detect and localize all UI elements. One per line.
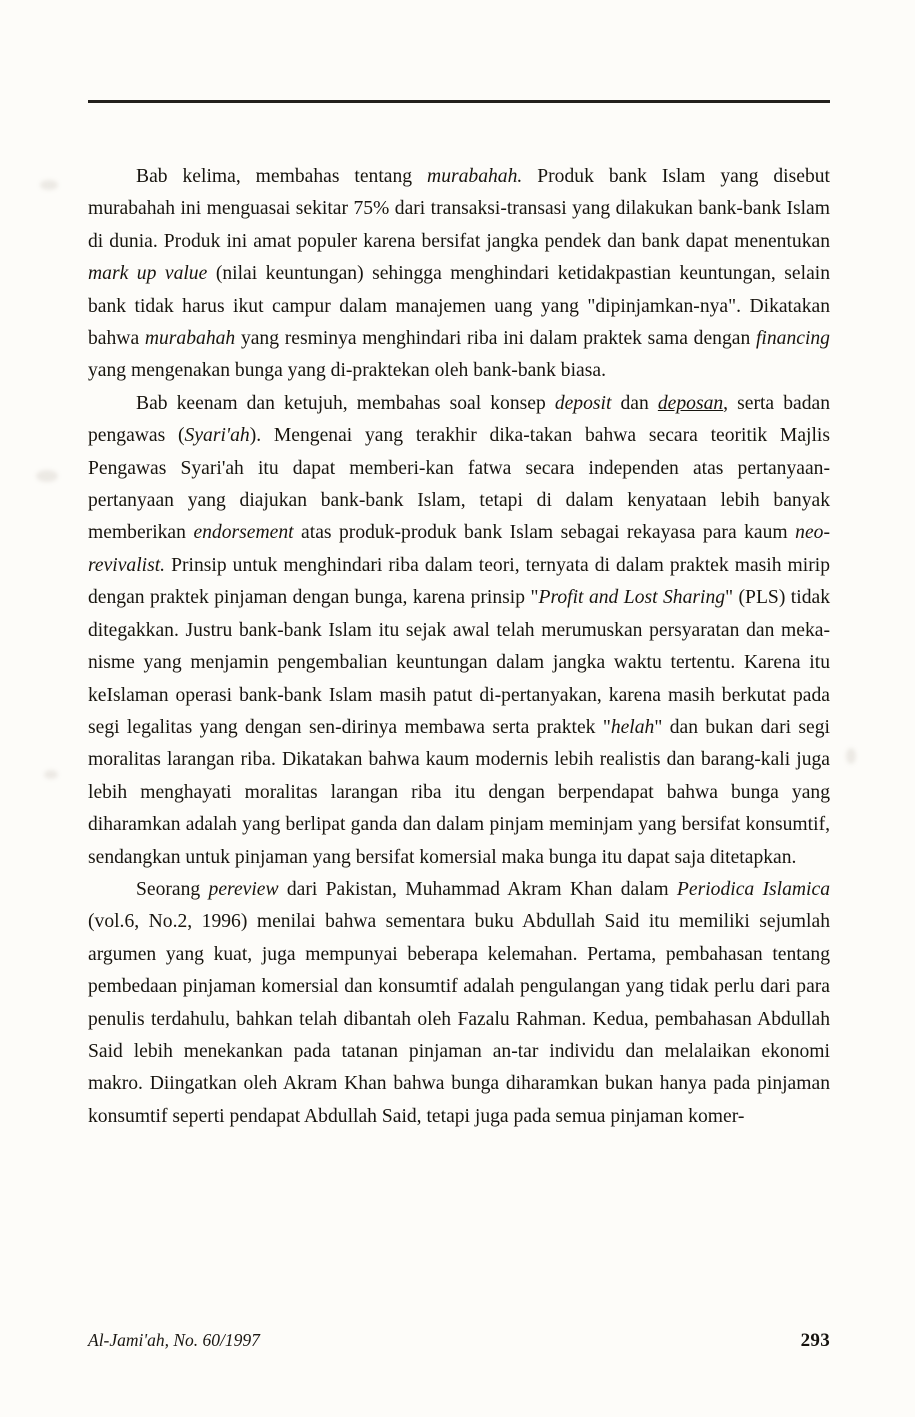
header-rule (88, 100, 830, 103)
para-bab-keenam (88, 388, 830, 874)
text-run: Seorang (136, 878, 209, 900)
emphasis-text: helah (610, 716, 655, 738)
emphasis-text: pereview (208, 878, 279, 900)
emphasis-text: deposit (554, 392, 612, 414)
text-run: atas produk-produk bank Islam sebagai rekayasa para kaum (293, 522, 796, 544)
emphasis-text: Periodica Islamica (676, 878, 830, 900)
body-text (88, 161, 830, 1133)
text-run: ). Mengenai yang terakhir dika-takan bahwa secara teoritik Majlis Pengawas Syari'ah itu dapat memberi-kan fatwa secara independen atas pertanyaan-pertanyaan yang diajukan bank-bank Islam, tetapi di dalam kenyataan lebih banyak memberikan (88, 425, 830, 544)
page-footer (88, 1330, 830, 1352)
scan-artifact (36, 470, 58, 482)
emphasis-text: murabahah (144, 328, 236, 350)
text-run: Produk bank Islam yang disebut murabahah ini menguasai sekitar 75% dari transaksi-transasi yang dilakukan bank-bank Islam di dunia. Produk ini amat populer karena bersifat jangka pendek dan bank dapat menentukan (88, 166, 830, 252)
text-run: dari Pakistan, Muhammad Akram Khan dalam (278, 878, 677, 900)
para-bab-kelima (88, 161, 830, 388)
emphasis-underline-text: deposan (657, 392, 724, 414)
text-run: yang resminya menghindari riba ini dalam praktek sama dengan (235, 328, 756, 350)
text-run: (vol.6, No.2, 1996) menilai bahwa sementara buku Abdullah Said itu memiliki sejumlah argumen yang kuat, juga mempunyai beberapa kelemahan. Pertama, pembahasan tentang pembedaan pinjaman komersial dan konsumtif adalah pengulangan yang tidak perlu dari para penulis terdahulu, bahkan telah dibantah oleh Fazalu Rahman. Kedua, pembahasan Abdullah Said lebih menekankan pada tatanan pinjaman an-tar individu dan melalaikan ekonomi makro. Diingatkan oleh Akram Khan bahwa bunga diharamkan bukan hanya pada pinjaman konsumtif seperti pendapat Abdullah Said, tetapi juga pada semua pinjaman komer- (88, 911, 830, 1127)
text-run: " dan bukan dari segi moralitas larangan riba. Dikatakan bahwa kaum modernis lebih realistis dan barang-kali juga lebih menghayati moralitas larangan riba itu dengan berpendapat bahwa bunga yang diharamkan adalah yang berlipat ganda dan dalam pinjam meminjam yang bersifat konsumtif, sendangkan untuk pinjaman yang bersifat komersial maka bunga itu dapat saja ditetapkan. (88, 716, 830, 868)
emphasis-text: endorsement (193, 522, 294, 544)
emphasis-text: neo-revivalist. (88, 522, 830, 576)
page-content (88, 100, 830, 1133)
text-run: yang mengenakan bunga yang di-praktekan oleh bank-bank biasa. (88, 360, 606, 382)
para-seorang-pereview (88, 874, 830, 1133)
scan-artifact (846, 748, 856, 764)
text-run: Bab kelima, membahas tentang (136, 166, 428, 187)
emphasis-text: Syari'ah (184, 425, 250, 447)
scan-artifact (40, 180, 58, 190)
text-run: (nilai keuntungan) sehingga menghindari ketidakpastian keuntungan, selain bank tidak harus ikut campur dalam manajemen uang yang "dipinjamkan-nya". Dikatakan bahwa (88, 263, 831, 350)
text-run: dan (611, 392, 658, 414)
emphasis-text: mark up value (88, 263, 208, 285)
text-run: " (PLS) tidak ditegakkan. Justru bank-bank Islam itu sejak awal telah merumuskan persyaratan dan meka-nisme yang menjamin pengembalian keuntungan dalam jangka waktu tertentu. Karena itu keIslaman operasi bank-bank Islam masih patut di-pertanyakan, karena masih berkutat pada segi legalitas yang dengan sen-dirinya membawa serta praktek " (88, 587, 830, 738)
scan-artifact (44, 770, 58, 779)
page-number: 293 (800, 1330, 830, 1351)
emphasis-text: murabahah. (427, 166, 523, 187)
text-run: Bab keenam dan ketujuh, membahas soal konsep (136, 392, 555, 414)
footer-citation: Al-Jami'ah, No. 60/1997 (88, 1330, 260, 1350)
emphasis-text: Profit and Lost Sharing (538, 587, 726, 609)
text-run: , serta badan pengawas ( (88, 392, 830, 447)
text-run: Prinsip untuk menghindari riba dalam teori, ternyata di dalam praktek masih mirip dengan praktek pinjaman dengan bunga, karena prinsip " (88, 554, 830, 609)
emphasis-text: financing (755, 328, 830, 350)
